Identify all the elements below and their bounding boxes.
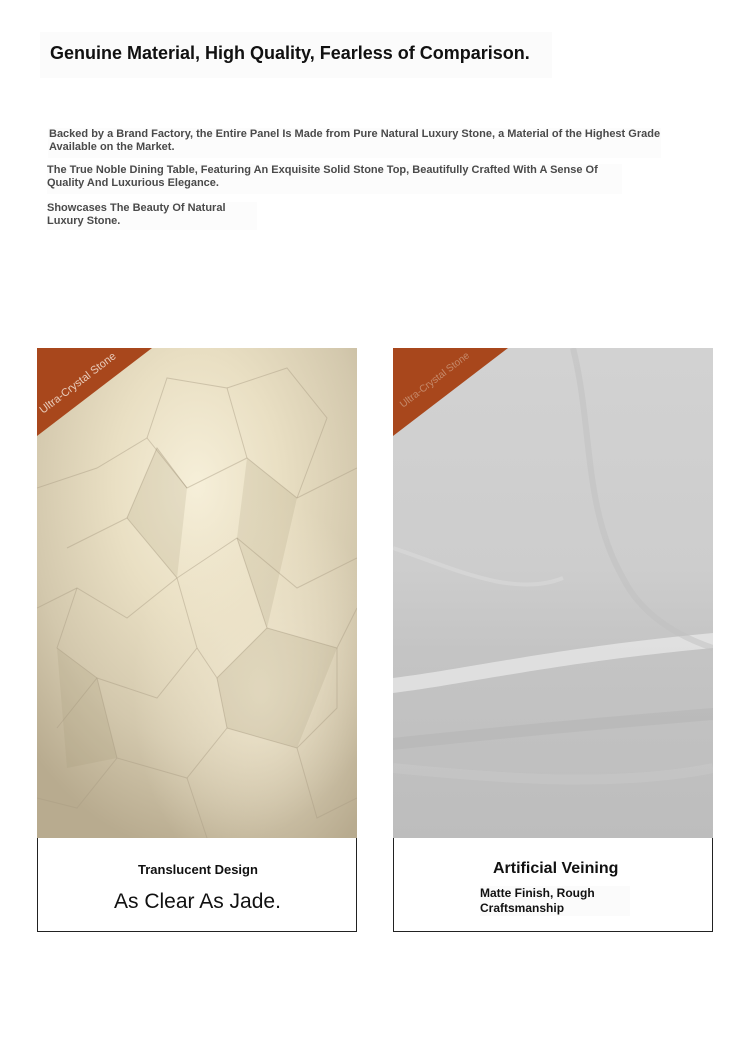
ribbon-text: Ultra-Crystal Stone: [37, 350, 119, 417]
caption-label: Translucent Design: [138, 862, 258, 877]
artificial-stone-image: [393, 348, 713, 838]
intro-paragraph-2: The True Noble Dining Table, Featuring An Exquisite Solid Stone Top, Beautifully Crafted With A Sense Of Quality And Luxurious Elegance.: [47, 164, 622, 194]
caption-subtitle: Matte Finish, Rough Craftsmanship: [480, 886, 630, 916]
natural-stone-texture: [37, 348, 357, 838]
artificial-stone-texture: [393, 348, 713, 838]
natural-stone-panel: [37, 348, 357, 932]
caption-title: Artificial Veining: [493, 860, 619, 877]
page-headline: Genuine Material, High Quality, Fearless of Comparison.: [40, 32, 552, 78]
caption-tagline: As Clear As Jade.: [114, 890, 281, 913]
artificial-stone-caption: [393, 838, 713, 932]
ribbon-text: Ultra-Crystal Stone: [398, 350, 472, 411]
intro-paragraph-1: Backed by a Brand Factory, the Entire Panel Is Made from Pure Natural Luxury Stone, a Material of the Highest Grade Available on the Market.: [48, 128, 661, 158]
natural-stone-image: [37, 348, 357, 838]
artificial-stone-panel: [393, 348, 713, 932]
intro-paragraph-3: Showcases The Beauty Of Natural Luxury Stone.: [47, 202, 257, 230]
natural-stone-caption: [37, 838, 357, 932]
